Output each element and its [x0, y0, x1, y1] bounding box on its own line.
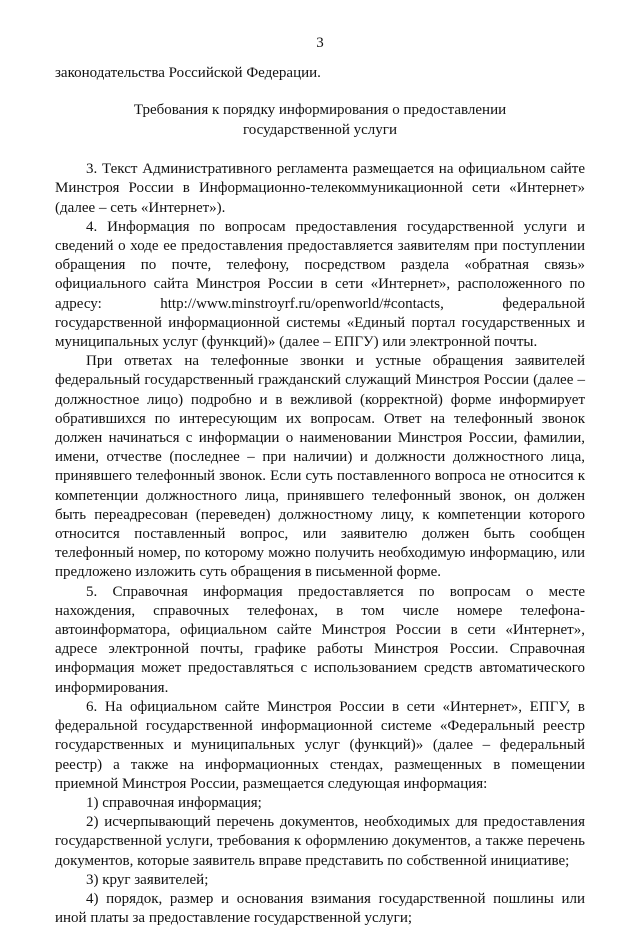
paragraph-4: 4. Информация по вопросам предоставления государственной услуги и сведений о ходе ее предоставления предоставляется заявителям при поступлении обращения по почте, телефону, посредством раздела «обратная связь» официального сайта Минстроя России в сети «Интернет», расположенного по адресу: http://www.minstroyrf.ru/openworld/#contacts, федеральной государственной информационной системы «Единый портал государственных и муниципальных услуг (функций)» (далее – ЕПГУ) или электронной почты.: [55, 218, 585, 351]
list-item-4: 4) порядок, размер и основания взимания государственной пошлины или иной платы за предоставление государственной услуги;: [55, 890, 585, 927]
list-item-3: 3) круг заявителей;: [86, 871, 209, 888]
list-item-1: 1) справочная информация;: [86, 794, 262, 811]
paragraph-5: 5. Справочная информация предоставляется по вопросам о месте нахождения, справочных телефонах, в том числе номере телефона-автоинформатора, официальном сайте Минстроя России в сети «Интернет», адресе электронной почты, графике работы Минстроя России. Справочная информация может предоставляться с использованием средств автоматического информирования.: [55, 583, 585, 696]
paragraph-phone-answers: При ответах на телефонные звонки и устные обращения заявителей федеральный государственный гражданский служащий Минстроя России (далее – должностное лицо) подробно и в вежливой (корректной) форме информирует обратившихся по интересующим их вопросам. Ответ на телефонный звонок должен начинаться с информации о наименовании Минстроя России, фамилии, имени, отчестве (последнее – при наличии) и должности должностного лица, принявшего телефонный звонок. Если суть поставленного вопроса не относится к компетенции должностного лица, принявшего телефонный звонок, он должен быть переадресован (переведен) должностному лицу, к компетенции которого относится поставленный вопрос, или заявителю должен быть сообщен телефонный номер, по которому можно получить необходимую информацию, или предложено изложить суть обращения в письменной форме.: [55, 353, 585, 581]
lead-line: законодательства Российской Федерации.: [55, 65, 321, 81]
list-item-2: 2) исчерпывающий перечень документов, необходимых для предоставления государственной услуги, требования к оформлению документов, а также перечень документов, которые заявитель вправе представить по собственной инициативе;: [55, 814, 585, 869]
paragraph-6: 6. На официальном сайте Минстроя России в сети «Интернет», ЕПГУ, в федеральной государственной информационной системе «Федеральный реестр государственных и муниципальных услуг (функций)» (далее – федеральный реестр) а также на информационных стендах, размещенных в помещении приемной Минстроя России, размещается следующая информация:: [55, 698, 585, 792]
page-number: 3: [316, 35, 324, 51]
section-heading: Требования к порядку информирования о предоставлении государственной услуги: [133, 102, 507, 138]
paragraph-3: 3. Текст Административного регламента размещается на официальном сайте Минстроя России в Информационно-телекоммуникационной сети «Интернет» (далее – сеть «Интернет»).: [55, 161, 585, 216]
document-body: [55, 64, 585, 928]
